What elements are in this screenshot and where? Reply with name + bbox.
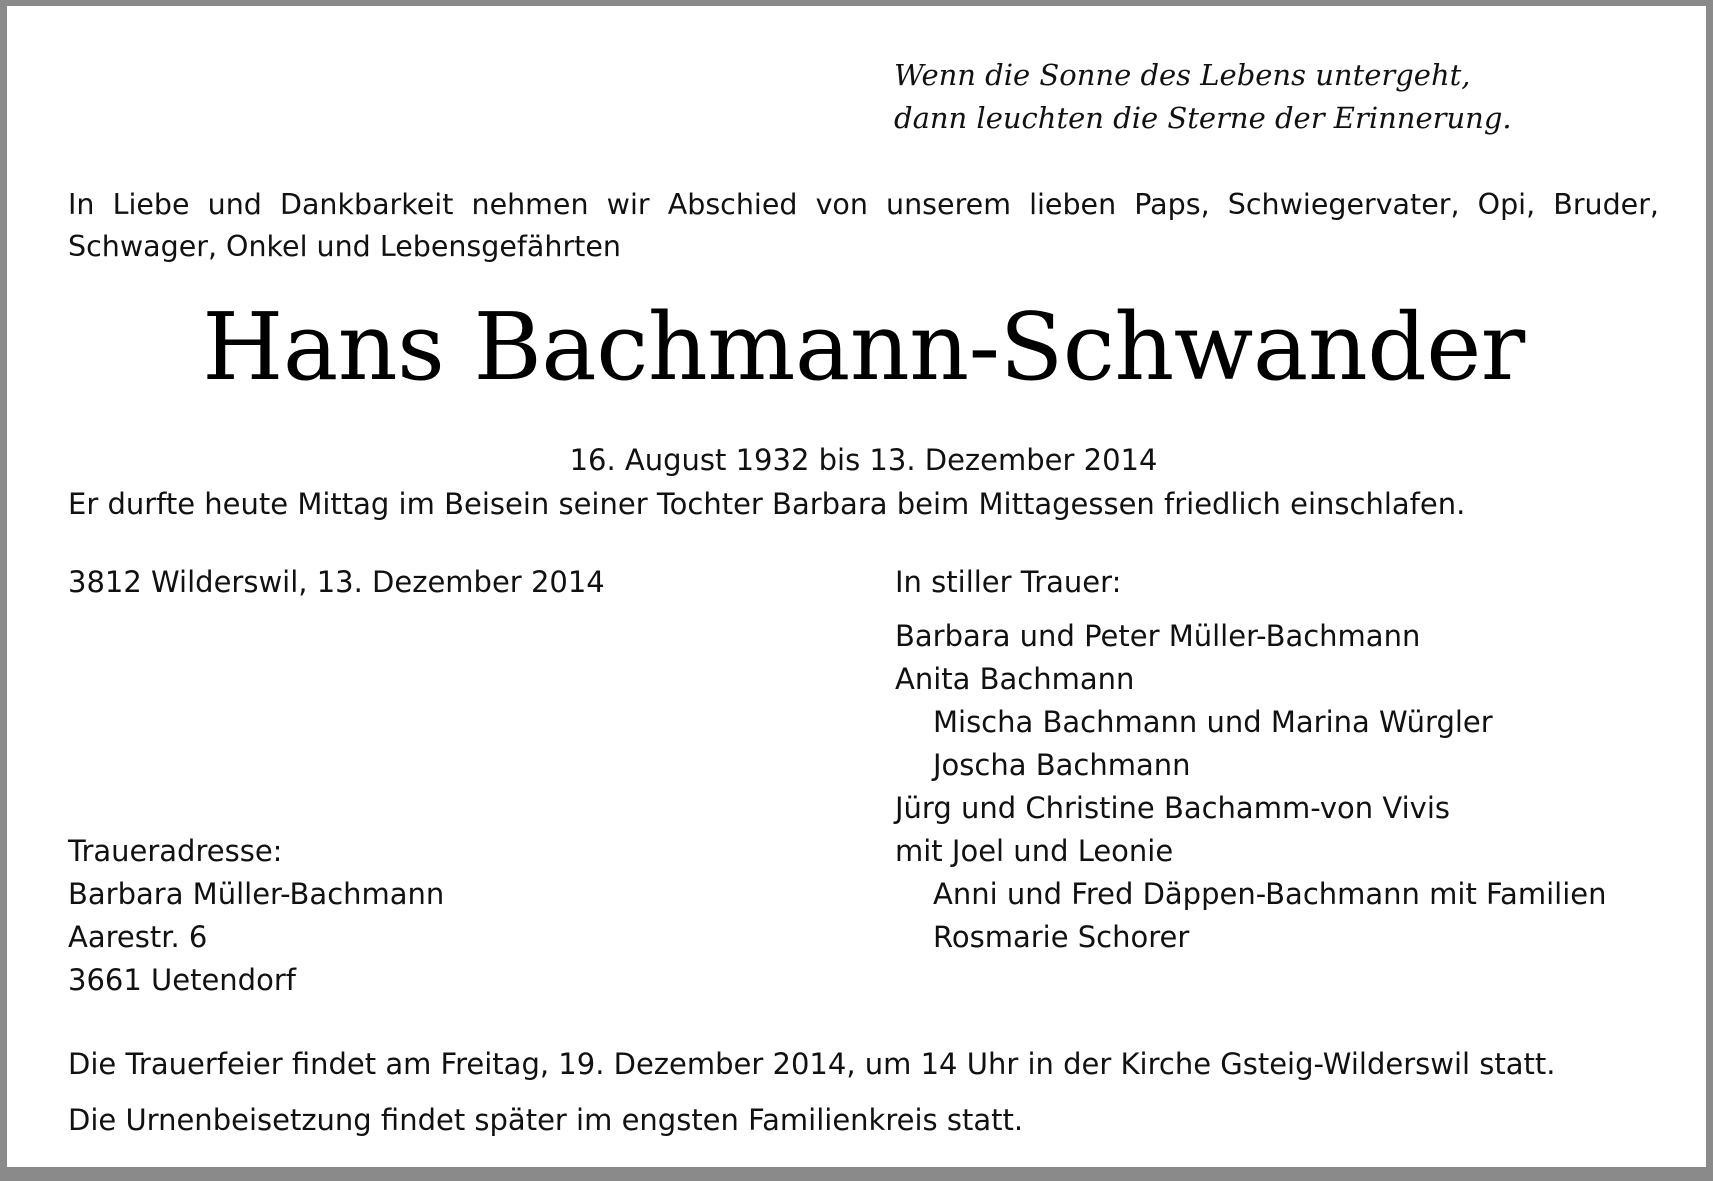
mourning-address [68, 830, 444, 1002]
passing-note: Er durfte heute Mittag im Beisein seiner Tochter Barbara beim Mittagessen friedlich einschlafen. [68, 487, 1466, 521]
memorial-quote-line-2: dann leuchten die Sterne der Erinnerung. [894, 101, 1512, 135]
mourner-entry: Rosmarie Schorer [933, 920, 1190, 954]
life-dates: 16. August 1932 bis 13. Dezember 2014 [569, 443, 1158, 477]
mourning-address-name: Barbara Müller-Bachmann [68, 877, 445, 911]
mourners-heading: In stiller Trauer: [895, 565, 1122, 599]
mourning-address-city: 3661 Uetendorf [68, 963, 296, 997]
mourner-entry: Mischa Bachmann und Marina Würgler [933, 705, 1493, 739]
intro-text: In Liebe und Dankbarkeit nehmen wir Abschied von unserem lieben Paps, Schwiegervater, Opi, Bruder, Schwager, Onkel und Lebensgefährten [68, 188, 1659, 263]
memorial-quote [894, 54, 1512, 140]
mourner-entry: Jürg und Christine Bachamm-von Vivis [895, 791, 1450, 825]
mourning-address-label: Traueradresse: [68, 834, 283, 868]
ceremony-info: Die Trauerfeier findet am Freitag, 19. Dezember 2014, um 14 Uhr in der Kirche Gsteig-Wilderswil statt. [68, 1047, 1556, 1081]
mourner-entry: Anni und Fred Däppen-Bachmann mit Familien [933, 877, 1607, 911]
memorial-quote-line-1: Wenn die Sonne des Lebens untergeht, [894, 58, 1471, 92]
deceased-name: Hans Bachmann-Schwander [202, 293, 1525, 401]
burial-info: Die Urnenbeisetzung findet später im engsten Familienkreis statt. [68, 1103, 1024, 1137]
mourners-list [895, 615, 1606, 959]
place-and-date: 3812 Wilderswil, 13. Dezember 2014 [68, 565, 605, 599]
mourner-entry: Joscha Bachmann [933, 748, 1191, 782]
mourner-entry: Anita Bachmann [895, 662, 1135, 696]
mourner-entry: mit Joel und Leonie [895, 834, 1174, 868]
mourning-address-street: Aarestr. 6 [68, 920, 208, 954]
mourner-entry: Barbara und Peter Müller-Bachmann [895, 619, 1421, 653]
